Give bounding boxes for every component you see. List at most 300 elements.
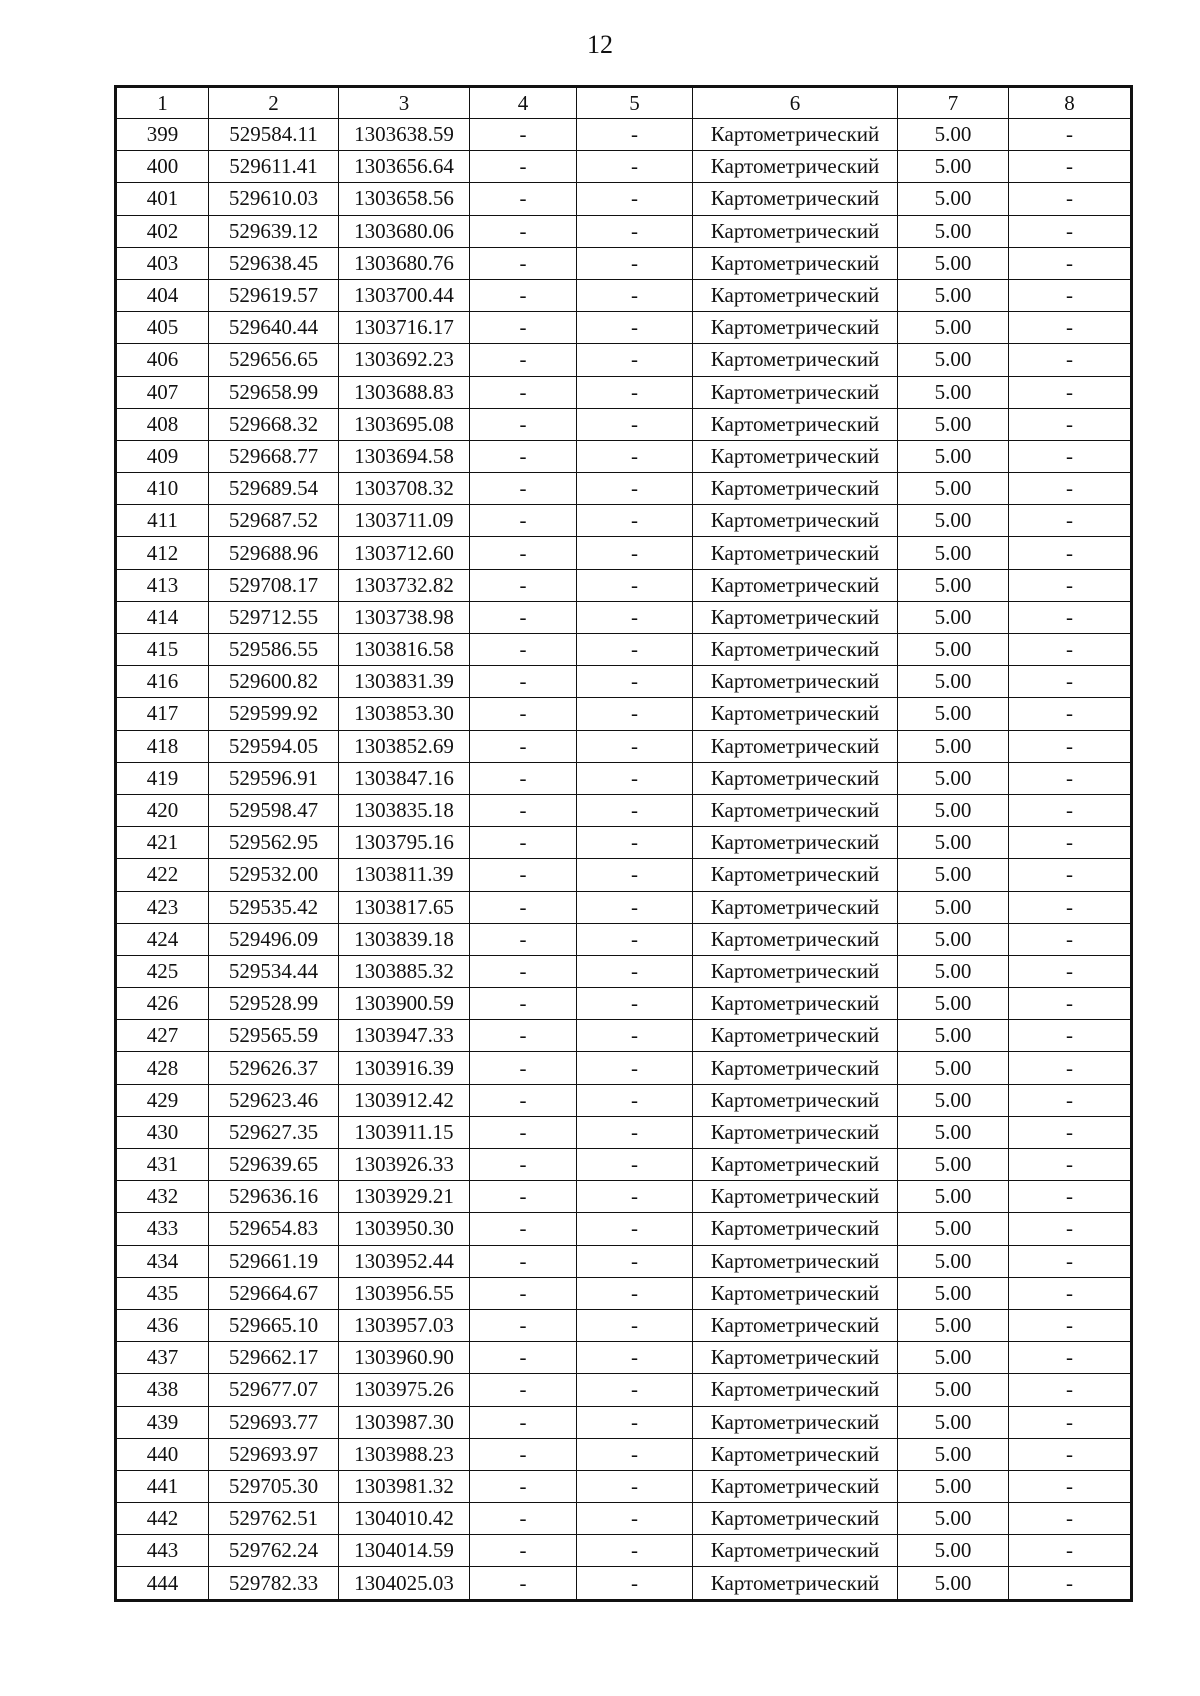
col-8-cell: - [1009,473,1132,505]
table-row [116,794,1132,826]
method-cell: Картометрический [693,312,898,344]
table-row [116,344,1132,376]
col-8-cell: - [1009,505,1132,537]
col-4-cell: - [470,1438,577,1470]
col-8-cell: - [1009,698,1132,730]
point-number-cell: 431 [116,1149,209,1181]
col-4-cell: - [470,1245,577,1277]
y-coordinate-cell: 1303658.56 [339,183,470,215]
col-5-cell: - [577,988,693,1020]
col-5-cell: - [577,537,693,569]
col-5-cell: - [577,1406,693,1438]
col-4-cell: - [470,505,577,537]
y-coordinate-cell: 1303900.59 [339,988,470,1020]
method-cell: Картометрический [693,666,898,698]
table-row [116,923,1132,955]
method-cell: Картометрический [693,601,898,633]
method-cell: Картометрический [693,1438,898,1470]
method-cell: Картометрический [693,1052,898,1084]
header-row [116,87,1132,119]
method-cell: Картометрический [693,1149,898,1181]
point-number-cell: 426 [116,988,209,1020]
x-coordinate-cell: 529584.11 [209,119,339,151]
method-cell: Картометрический [693,1277,898,1309]
col-4-cell: - [470,730,577,762]
method-cell: Картометрический [693,119,898,151]
precision-cell: 5.00 [898,1052,1009,1084]
col-8-cell: - [1009,1084,1132,1116]
col-4-cell: - [470,1020,577,1052]
x-coordinate-cell: 529662.17 [209,1342,339,1374]
precision-cell: 5.00 [898,955,1009,987]
col-8-cell: - [1009,1245,1132,1277]
table-row [116,1470,1132,1502]
x-coordinate-cell: 529665.10 [209,1309,339,1341]
column-header-4: 4 [470,87,577,119]
table-row [116,1213,1132,1245]
method-cell: Картометрический [693,376,898,408]
col-5-cell: - [577,1277,693,1309]
y-coordinate-cell: 1304010.42 [339,1503,470,1535]
table-row [116,827,1132,859]
col-4-cell: - [470,923,577,955]
col-5-cell: - [577,730,693,762]
col-4-cell: - [470,1116,577,1148]
precision-cell: 5.00 [898,1438,1009,1470]
x-coordinate-cell: 529626.37 [209,1052,339,1084]
col-4-cell: - [470,1535,577,1567]
y-coordinate-cell: 1303916.39 [339,1052,470,1084]
method-cell: Картометрический [693,698,898,730]
table-row [116,634,1132,666]
table-row [116,762,1132,794]
y-coordinate-cell: 1303847.16 [339,762,470,794]
col-8-cell: - [1009,988,1132,1020]
col-5-cell: - [577,247,693,279]
table-row [116,988,1132,1020]
col-4-cell: - [470,794,577,826]
y-coordinate-cell: 1303956.55 [339,1277,470,1309]
x-coordinate-cell: 529619.57 [209,279,339,311]
precision-cell: 5.00 [898,440,1009,472]
method-cell: Картометрический [693,344,898,376]
x-coordinate-cell: 529640.44 [209,312,339,344]
y-coordinate-cell: 1303738.98 [339,601,470,633]
table-row [116,1149,1132,1181]
col-5-cell: - [577,1470,693,1502]
x-coordinate-cell: 529687.52 [209,505,339,537]
col-8-cell: - [1009,119,1132,151]
y-coordinate-cell: 1303732.82 [339,569,470,601]
point-number-cell: 437 [116,1342,209,1374]
page-number: 12 [587,30,613,59]
x-coordinate-cell: 529688.96 [209,537,339,569]
table-row [116,1342,1132,1374]
point-number-cell: 402 [116,215,209,247]
col-8-cell: - [1009,859,1132,891]
method-cell: Картометрический [693,1020,898,1052]
col-8-cell: - [1009,827,1132,859]
method-cell: Картометрический [693,634,898,666]
table-row [116,1438,1132,1470]
table-row [116,666,1132,698]
col-4-cell: - [470,891,577,923]
precision-cell: 5.00 [898,473,1009,505]
x-coordinate-cell: 529656.65 [209,344,339,376]
method-cell: Картометрический [693,1245,898,1277]
y-coordinate-cell: 1303839.18 [339,923,470,955]
method-cell: Картометрический [693,183,898,215]
point-number-cell: 432 [116,1181,209,1213]
y-coordinate-cell: 1303716.17 [339,312,470,344]
coordinates-table [114,85,1133,1602]
x-coordinate-cell: 529627.35 [209,1116,339,1148]
table-row [116,1245,1132,1277]
col-4-cell: - [470,1567,577,1600]
precision-cell: 5.00 [898,988,1009,1020]
point-number-cell: 444 [116,1567,209,1600]
col-8-cell: - [1009,955,1132,987]
x-coordinate-cell: 529596.91 [209,762,339,794]
table-row [116,473,1132,505]
col-4-cell: - [470,601,577,633]
method-cell: Картометрический [693,1406,898,1438]
point-number-cell: 418 [116,730,209,762]
col-5-cell: - [577,698,693,730]
x-coordinate-cell: 529598.47 [209,794,339,826]
precision-cell: 5.00 [898,1535,1009,1567]
table-row [116,376,1132,408]
y-coordinate-cell: 1303835.18 [339,794,470,826]
point-number-cell: 412 [116,537,209,569]
point-number-cell: 415 [116,634,209,666]
column-header-8: 8 [1009,87,1132,119]
x-coordinate-cell: 529762.24 [209,1535,339,1567]
col-4-cell: - [470,1342,577,1374]
col-8-cell: - [1009,1149,1132,1181]
col-5-cell: - [577,312,693,344]
table-row [116,1309,1132,1341]
method-cell: Картометрический [693,215,898,247]
y-coordinate-cell: 1303952.44 [339,1245,470,1277]
col-5-cell: - [577,1438,693,1470]
precision-cell: 5.00 [898,1277,1009,1309]
point-number-cell: 420 [116,794,209,826]
precision-cell: 5.00 [898,1406,1009,1438]
table-row [116,859,1132,891]
precision-cell: 5.00 [898,923,1009,955]
precision-cell: 5.00 [898,279,1009,311]
point-number-cell: 416 [116,666,209,698]
x-coordinate-cell: 529668.32 [209,408,339,440]
col-4-cell: - [470,1084,577,1116]
precision-cell: 5.00 [898,215,1009,247]
x-coordinate-cell: 529712.55 [209,601,339,633]
point-number-cell: 427 [116,1020,209,1052]
precision-cell: 5.00 [898,376,1009,408]
col-8-cell: - [1009,666,1132,698]
y-coordinate-cell: 1303987.30 [339,1406,470,1438]
col-4-cell: - [470,312,577,344]
col-8-cell: - [1009,1052,1132,1084]
y-coordinate-cell: 1303911.15 [339,1116,470,1148]
col-8-cell: - [1009,1213,1132,1245]
y-coordinate-cell: 1303950.30 [339,1213,470,1245]
method-cell: Картометрический [693,794,898,826]
precision-cell: 5.00 [898,891,1009,923]
method-cell: Картометрический [693,827,898,859]
col-4-cell: - [470,1374,577,1406]
col-4-cell: - [470,698,577,730]
precision-cell: 5.00 [898,1084,1009,1116]
point-number-cell: 400 [116,151,209,183]
x-coordinate-cell: 529693.77 [209,1406,339,1438]
point-number-cell: 401 [116,183,209,215]
col-4-cell: - [470,537,577,569]
col-5-cell: - [577,1535,693,1567]
table-row [116,891,1132,923]
col-8-cell: - [1009,1438,1132,1470]
y-coordinate-cell: 1303929.21 [339,1181,470,1213]
x-coordinate-cell: 529532.00 [209,859,339,891]
col-8-cell: - [1009,634,1132,666]
col-5-cell: - [577,1052,693,1084]
x-coordinate-cell: 529599.92 [209,698,339,730]
precision-cell: 5.00 [898,1149,1009,1181]
col-8-cell: - [1009,923,1132,955]
col-5-cell: - [577,1374,693,1406]
table-row [116,119,1132,151]
col-8-cell: - [1009,1374,1132,1406]
col-8-cell: - [1009,891,1132,923]
method-cell: Картометрический [693,1116,898,1148]
col-5-cell: - [577,473,693,505]
table-row [116,1116,1132,1148]
col-4-cell: - [470,1052,577,1084]
col-8-cell: - [1009,440,1132,472]
x-coordinate-cell: 529639.65 [209,1149,339,1181]
col-8-cell: - [1009,408,1132,440]
point-number-cell: 406 [116,344,209,376]
table-row [116,537,1132,569]
col-4-cell: - [470,1213,577,1245]
method-cell: Картометрический [693,1503,898,1535]
col-4-cell: - [470,1181,577,1213]
precision-cell: 5.00 [898,1567,1009,1600]
method-cell: Картометрический [693,1374,898,1406]
y-coordinate-cell: 1303695.08 [339,408,470,440]
col-5-cell: - [577,119,693,151]
col-8-cell: - [1009,762,1132,794]
method-cell: Картометрический [693,408,898,440]
method-cell: Картометрический [693,505,898,537]
precision-cell: 5.00 [898,569,1009,601]
point-number-cell: 399 [116,119,209,151]
col-4-cell: - [470,1149,577,1181]
col-5-cell: - [577,891,693,923]
method-cell: Картометрический [693,1309,898,1341]
col-4-cell: - [470,955,577,987]
point-number-cell: 430 [116,1116,209,1148]
precision-cell: 5.00 [898,408,1009,440]
col-4-cell: - [470,859,577,891]
y-coordinate-cell: 1303694.58 [339,440,470,472]
x-coordinate-cell: 529611.41 [209,151,339,183]
point-number-cell: 405 [116,312,209,344]
precision-cell: 5.00 [898,151,1009,183]
col-4-cell: - [470,215,577,247]
y-coordinate-cell: 1303811.39 [339,859,470,891]
x-coordinate-cell: 529664.67 [209,1277,339,1309]
y-coordinate-cell: 1303680.06 [339,215,470,247]
col-8-cell: - [1009,730,1132,762]
point-number-cell: 410 [116,473,209,505]
x-coordinate-cell: 529661.19 [209,1245,339,1277]
col-5-cell: - [577,215,693,247]
precision-cell: 5.00 [898,601,1009,633]
col-8-cell: - [1009,183,1132,215]
y-coordinate-cell: 1303816.58 [339,634,470,666]
col-4-cell: - [470,569,577,601]
point-number-cell: 417 [116,698,209,730]
y-coordinate-cell: 1303680.76 [339,247,470,279]
point-number-cell: 414 [116,601,209,633]
precision-cell: 5.00 [898,859,1009,891]
precision-cell: 5.00 [898,634,1009,666]
method-cell: Картометрический [693,279,898,311]
x-coordinate-cell: 529639.12 [209,215,339,247]
col-5-cell: - [577,151,693,183]
col-5-cell: - [577,794,693,826]
table-row [116,1181,1132,1213]
col-8-cell: - [1009,1503,1132,1535]
col-5-cell: - [577,1245,693,1277]
precision-cell: 5.00 [898,1503,1009,1535]
col-8-cell: - [1009,312,1132,344]
col-5-cell: - [577,1116,693,1148]
y-coordinate-cell: 1303817.65 [339,891,470,923]
point-number-cell: 441 [116,1470,209,1502]
table-row [116,955,1132,987]
x-coordinate-cell: 529528.99 [209,988,339,1020]
col-5-cell: - [577,344,693,376]
y-coordinate-cell: 1303853.30 [339,698,470,730]
table-row [116,1406,1132,1438]
point-number-cell: 433 [116,1213,209,1245]
y-coordinate-cell: 1304025.03 [339,1567,470,1600]
point-number-cell: 425 [116,955,209,987]
x-coordinate-cell: 529654.83 [209,1213,339,1245]
precision-cell: 5.00 [898,1020,1009,1052]
point-number-cell: 407 [116,376,209,408]
col-5-cell: - [577,1567,693,1600]
precision-cell: 5.00 [898,344,1009,376]
x-coordinate-cell: 529705.30 [209,1470,339,1502]
precision-cell: 5.00 [898,505,1009,537]
x-coordinate-cell: 529668.77 [209,440,339,472]
table-row [116,1535,1132,1567]
y-coordinate-cell: 1303700.44 [339,279,470,311]
col-5-cell: - [577,505,693,537]
x-coordinate-cell: 529562.95 [209,827,339,859]
col-5-cell: - [577,1213,693,1245]
precision-cell: 5.00 [898,183,1009,215]
method-cell: Картометрический [693,1470,898,1502]
point-number-cell: 421 [116,827,209,859]
col-5-cell: - [577,859,693,891]
x-coordinate-cell: 529762.51 [209,1503,339,1535]
x-coordinate-cell: 529623.46 [209,1084,339,1116]
col-8-cell: - [1009,537,1132,569]
table-row [116,151,1132,183]
method-cell: Картометрический [693,247,898,279]
y-coordinate-cell: 1303912.42 [339,1084,470,1116]
col-8-cell: - [1009,344,1132,376]
table-row [116,1020,1132,1052]
precision-cell: 5.00 [898,827,1009,859]
precision-cell: 5.00 [898,1309,1009,1341]
table-row [116,279,1132,311]
col-5-cell: - [577,1181,693,1213]
table-row [116,1567,1132,1600]
table-row [116,215,1132,247]
x-coordinate-cell: 529565.59 [209,1020,339,1052]
col-8-cell: - [1009,569,1132,601]
y-coordinate-cell: 1303988.23 [339,1438,470,1470]
col-8-cell: - [1009,247,1132,279]
y-coordinate-cell: 1303712.60 [339,537,470,569]
col-8-cell: - [1009,601,1132,633]
table-row [116,312,1132,344]
method-cell: Картометрический [693,923,898,955]
table-row [116,698,1132,730]
col-5-cell: - [577,569,693,601]
method-cell: Картометрический [693,1181,898,1213]
col-8-cell: - [1009,215,1132,247]
point-number-cell: 429 [116,1084,209,1116]
x-coordinate-cell: 529689.54 [209,473,339,505]
x-coordinate-cell: 529677.07 [209,1374,339,1406]
table-row [116,247,1132,279]
col-8-cell: - [1009,151,1132,183]
table-row [116,1084,1132,1116]
col-4-cell: - [470,344,577,376]
point-number-cell: 404 [116,279,209,311]
point-number-cell: 403 [116,247,209,279]
table-row [116,1503,1132,1535]
col-8-cell: - [1009,279,1132,311]
col-4-cell: - [470,1503,577,1535]
col-5-cell: - [577,376,693,408]
precision-cell: 5.00 [898,1374,1009,1406]
table-row [116,1374,1132,1406]
point-number-cell: 438 [116,1374,209,1406]
precision-cell: 5.00 [898,1116,1009,1148]
col-4-cell: - [470,1470,577,1502]
col-8-cell: - [1009,1535,1132,1567]
col-4-cell: - [470,1406,577,1438]
precision-cell: 5.00 [898,119,1009,151]
y-coordinate-cell: 1303711.09 [339,505,470,537]
x-coordinate-cell: 529496.09 [209,923,339,955]
x-coordinate-cell: 529636.16 [209,1181,339,1213]
col-5-cell: - [577,762,693,794]
point-number-cell: 443 [116,1535,209,1567]
col-4-cell: - [470,1309,577,1341]
col-8-cell: - [1009,1470,1132,1502]
precision-cell: 5.00 [898,666,1009,698]
table-row [116,440,1132,472]
